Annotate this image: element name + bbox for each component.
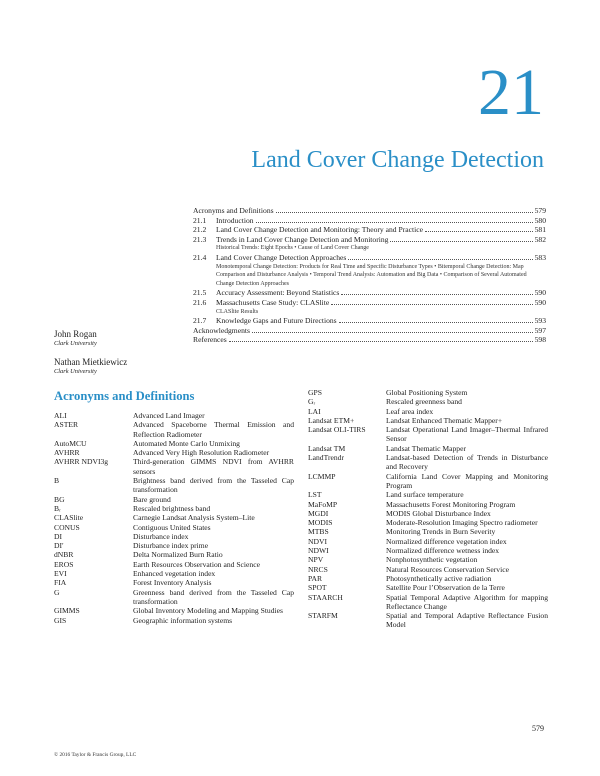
toc-leader-dots (331, 303, 532, 305)
toc-entry-page: 597 (534, 325, 546, 335)
acronym-term: BG (54, 494, 65, 504)
toc-entry-label: Knowledge Gaps and Future Directions (216, 316, 337, 326)
section-heading: Acronyms and Definitions (54, 389, 195, 403)
toc-entry-label: Acronyms and Definitions (193, 206, 274, 215)
acronym-definition: Moderate-Resolution Imaging Spectro radiometer (386, 518, 538, 528)
toc-entry-label: Accuracy Assessment: Beyond Statistics (216, 288, 340, 298)
author-name: John Rogan (54, 329, 97, 339)
acronym-row (308, 444, 548, 453)
toc-entry-label: Massachusetts Case Study: CLASlite (216, 297, 330, 307)
acronym-definition: Automated Monte Carlo Unmixing (133, 438, 240, 448)
acronym-definition: Massachusetts Forest Monitoring Program (386, 499, 516, 509)
toc-subentries: Monotemporal Change Detection: Products for Real Time and Specific Disturbance Types • Bitemporal Change Detection: Map Comparison and Disturbance Analysis • Temporal Trend Analysis: Automation and Big Data • Comparison of Several Automated Change Detection Approaches (216, 263, 527, 287)
acronym-row (308, 518, 548, 527)
acronym-list-left (54, 411, 294, 625)
acronym-definition: Land surface temperature (386, 490, 464, 500)
acronym-row (308, 490, 548, 499)
acronym-row (308, 397, 548, 406)
acronym-definition: Greenness band derived from the Tasseled Cap transformation (133, 587, 294, 606)
toc-entry-page: 579 (534, 206, 546, 215)
toc-entry-page: 581 (534, 225, 546, 235)
acronym-definition: MODIS Global Disturbance Index (386, 508, 491, 518)
acronym-definition: Natural Resources Conservation Service (386, 564, 509, 574)
author-name: Nathan Mietkiewicz (54, 357, 128, 367)
page-number: 579 (532, 724, 544, 733)
acronym-term: LAI (308, 406, 321, 416)
toc-entry-label: References (193, 335, 227, 345)
toc-leader-dots (341, 293, 532, 295)
acronym-row (308, 509, 548, 518)
acronym-term: DI′ (54, 541, 64, 551)
acronym-definition: Rescaled greenness band (386, 397, 462, 407)
toc-leader-dots (390, 240, 532, 242)
acronym-term: GIMMS (54, 606, 80, 616)
acronym-definition: Spatial Temporal Adaptive Algorithm for mapping Reflectance Change (386, 592, 548, 611)
acronym-term: NPV (308, 555, 324, 565)
acronym-row (54, 411, 294, 420)
acronym-row (54, 457, 294, 476)
acronym-term: EVI (54, 569, 67, 579)
toc-entry-page: 590 (534, 288, 546, 298)
acronym-term: Landsat TM (308, 443, 346, 453)
acronym-definition: Geographic information systems (133, 615, 233, 625)
acronym-term: dNBR (54, 550, 74, 560)
toc-entry-label: Introduction (216, 215, 254, 225)
acronym-row (54, 513, 294, 522)
toc-entry-label: Land Cover Change Detection Approaches (216, 252, 347, 262)
acronym-row (308, 555, 548, 564)
acronym-term: B (54, 476, 60, 486)
acronym-term: NDWI (308, 546, 329, 556)
acronym-row (54, 495, 294, 504)
toc-entry-number: 21.4 (193, 252, 207, 262)
acronym-definition: Advanced Very High Resolution Radiometer (133, 448, 270, 458)
acronym-row (308, 593, 548, 612)
author-affiliation: Clark University (54, 368, 97, 375)
acronym-definition: Photosynthetically active radiation (386, 573, 492, 583)
toc-entry-label: Trends in Land Cover Change Detection and Monitoring (216, 234, 389, 244)
acronym-row (308, 500, 548, 509)
acronym-term: ALI (54, 411, 67, 420)
acronym-term: NRCS (308, 564, 328, 574)
chapter-title: Land Cover Change Detection (251, 147, 544, 173)
acronym-row (308, 425, 548, 444)
acronym-list-right (308, 388, 548, 630)
acronym-definition: Enhanced vegetation index (133, 569, 216, 579)
acronym-row (54, 476, 294, 495)
acronym-definition: Disturbance index (133, 531, 189, 541)
acronym-row (54, 532, 294, 541)
toc-entry-label: Land Cover Change Detection and Monitoring: Theory and Practice (216, 225, 423, 235)
acronym-definition: Landsat Thematic Mapper (386, 443, 466, 453)
acronym-row (54, 616, 294, 625)
acronym-term: LST (308, 490, 322, 500)
toc-entry[interactable] (193, 206, 546, 216)
toc-entry[interactable] (193, 326, 546, 336)
acronym-term: GIS (54, 615, 67, 625)
acronym-definition: Forest Inventory Analysis (133, 578, 212, 588)
toc-entry[interactable] (193, 335, 546, 345)
acronym-definition: Nonphotosynthetic vegetation (386, 555, 478, 565)
toc-entry-number: 21.3 (193, 234, 207, 244)
acronym-definition: Advanced Land Imager (133, 411, 205, 420)
toc-subentries: CLASlite Results (216, 308, 259, 315)
acronym-row (54, 420, 294, 439)
acronym-term: FIA (54, 578, 67, 588)
toc-subentries: Historical Trends: Eight Epochs • Cause of Land Cover Change (216, 245, 369, 252)
acronym-row (308, 416, 548, 425)
acronym-definition: Landsat Operational Land Imager–Thermal Infrared Sensor (386, 425, 548, 444)
toc-entry-number: 21.7 (193, 316, 207, 326)
copyright: © 2016 Taylor & Francis Group, LLC (54, 752, 137, 758)
acronym-row (54, 439, 294, 448)
acronym-term: CONUS (54, 522, 80, 532)
acronym-definition: Delta Normalized Burn Ratio (133, 550, 223, 560)
acronym-row (54, 504, 294, 513)
acronym-term: G (54, 587, 60, 597)
acronym-row (54, 550, 294, 559)
toc-entry-page: 583 (534, 252, 546, 262)
acronym-term: DI (54, 531, 63, 541)
acronym-definition: Normalized difference wetness index (386, 546, 500, 556)
toc-entry[interactable] (193, 288, 546, 298)
acronym-row (54, 606, 294, 615)
toc-entry-label: Acknowledgments (193, 325, 250, 335)
acronym-row (308, 453, 548, 472)
toc-entry-page: 582 (534, 234, 546, 244)
toc-leader-dots (348, 258, 532, 260)
toc-entry-number: 21.6 (193, 297, 207, 307)
acronym-row (308, 574, 548, 583)
toc-leader-dots (425, 230, 533, 232)
toc-leader-dots (339, 321, 533, 323)
acronym-term: Bᵣ (54, 503, 61, 513)
acronym-definition: Normalized difference vegetation index (386, 536, 507, 546)
acronym-definition: Disturbance index prime (133, 541, 209, 551)
toc-entry-page: 580 (534, 215, 546, 225)
acronym-row (308, 565, 548, 574)
acronym-term: STAARCH (308, 592, 343, 602)
toc-entry[interactable] (193, 235, 546, 245)
acronym-definition: Landsat Enhanced Thematic Mapper+ (386, 415, 503, 425)
acronym-row (308, 611, 548, 630)
acronym-term: EROS (54, 559, 74, 569)
acronym-row (54, 569, 294, 578)
author-affiliation: Clark University (54, 340, 97, 347)
acronym-definition: Landsat-based Detection of Trends in Disturbance and Recovery (386, 453, 548, 472)
acronym-term: AVHRR (54, 448, 80, 458)
acronym-definition: California Land Cover Mapping and Monitoring Program (386, 471, 548, 490)
acronym-term: MTBS (308, 527, 329, 537)
toc-entry[interactable] (193, 316, 546, 326)
acronym-term: Gᵣ (308, 397, 316, 407)
acronym-term: NDVI (308, 536, 327, 546)
acronym-definition: Contiguous United States (133, 522, 211, 532)
toc-entry-number: 21.1 (193, 215, 207, 225)
acronym-row (54, 560, 294, 569)
toc-entry[interactable] (193, 216, 546, 226)
acronym-term: LandTrendr (308, 453, 344, 463)
acronym-definition: Rescaled brightness band (133, 503, 211, 513)
acronym-term: MGDI (308, 508, 329, 518)
toc-entry-page: 598 (534, 335, 546, 345)
acronym-row (54, 578, 294, 587)
acronym-definition: Monitoring Trends in Burn Severity (386, 527, 496, 537)
authors (54, 329, 127, 385)
toc-entry-page: 590 (534, 297, 546, 307)
acronym-definition: Leaf area index (386, 406, 434, 416)
acronym-definition: Carnegie Landsat Analysis System–Lite (133, 513, 255, 523)
acronym-term: Landsat ETM+ (308, 415, 355, 425)
toc-entry-number: 21.5 (193, 288, 207, 298)
acronym-term: AutoMCU (54, 438, 87, 448)
acronym-term: CLASlite (54, 513, 84, 523)
acronym-row (308, 537, 548, 546)
toc-leader-dots (256, 221, 533, 223)
acronym-definition: Brightness band derived from the Tasseled Cap transformation (133, 476, 294, 495)
acronym-term: GPS (308, 388, 322, 397)
chapter-number: 21 (478, 56, 544, 129)
acronym-row (54, 588, 294, 607)
acronym-row (54, 541, 294, 550)
acronym-row (308, 527, 548, 536)
acronym-row (54, 523, 294, 532)
acronym-term: MaFoMP (308, 499, 338, 509)
acronym-row (308, 546, 548, 555)
acronym-term: SPOT (308, 583, 327, 593)
acronym-row (308, 388, 548, 397)
toc-entry[interactable] (193, 253, 546, 263)
toc-entry[interactable] (193, 298, 546, 308)
toc-leader-dots (229, 340, 533, 342)
toc-leader-dots (276, 211, 533, 213)
acronym-row (308, 407, 548, 416)
acronym-term: Landsat OLI-TIRS (308, 425, 366, 435)
acronym-definition: Bare ground (133, 494, 171, 504)
acronym-row (308, 472, 548, 491)
acronym-term: MODIS (308, 518, 333, 528)
toc-entry-page: 593 (534, 316, 546, 326)
toc-leader-dots (252, 331, 533, 333)
table-of-contents (193, 206, 546, 345)
acronym-term: PAR (308, 573, 323, 583)
acronym-term: STARFM (308, 611, 338, 621)
toc-entry[interactable] (193, 225, 546, 235)
acronym-definition: Advanced Spaceborne Thermal Emission and Reflection Radiometer (133, 420, 294, 439)
acronym-definition: Satellite Pour l’Observation de la Terre (386, 583, 505, 593)
acronym-row (54, 448, 294, 457)
acronym-term: ASTER (54, 420, 79, 430)
acronym-definition: Global Inventory Modeling and Mapping Studies (133, 606, 283, 616)
acronym-definition: Third-generation GIMMS NDVI from AVHRR sensors (133, 457, 294, 476)
acronym-definition: Earth Resources Observation and Science (133, 559, 260, 569)
acronym-term: LCMMP (308, 471, 336, 481)
acronym-definition: Spatial and Temporal Adaptive Reflectance Fusion Model (386, 611, 548, 630)
acronym-definition: Global Positioning System (386, 388, 468, 397)
acronym-term: AVHRR NDVI3g (54, 457, 109, 467)
acronym-row (308, 583, 548, 592)
toc-entry-number: 21.2 (193, 225, 207, 235)
